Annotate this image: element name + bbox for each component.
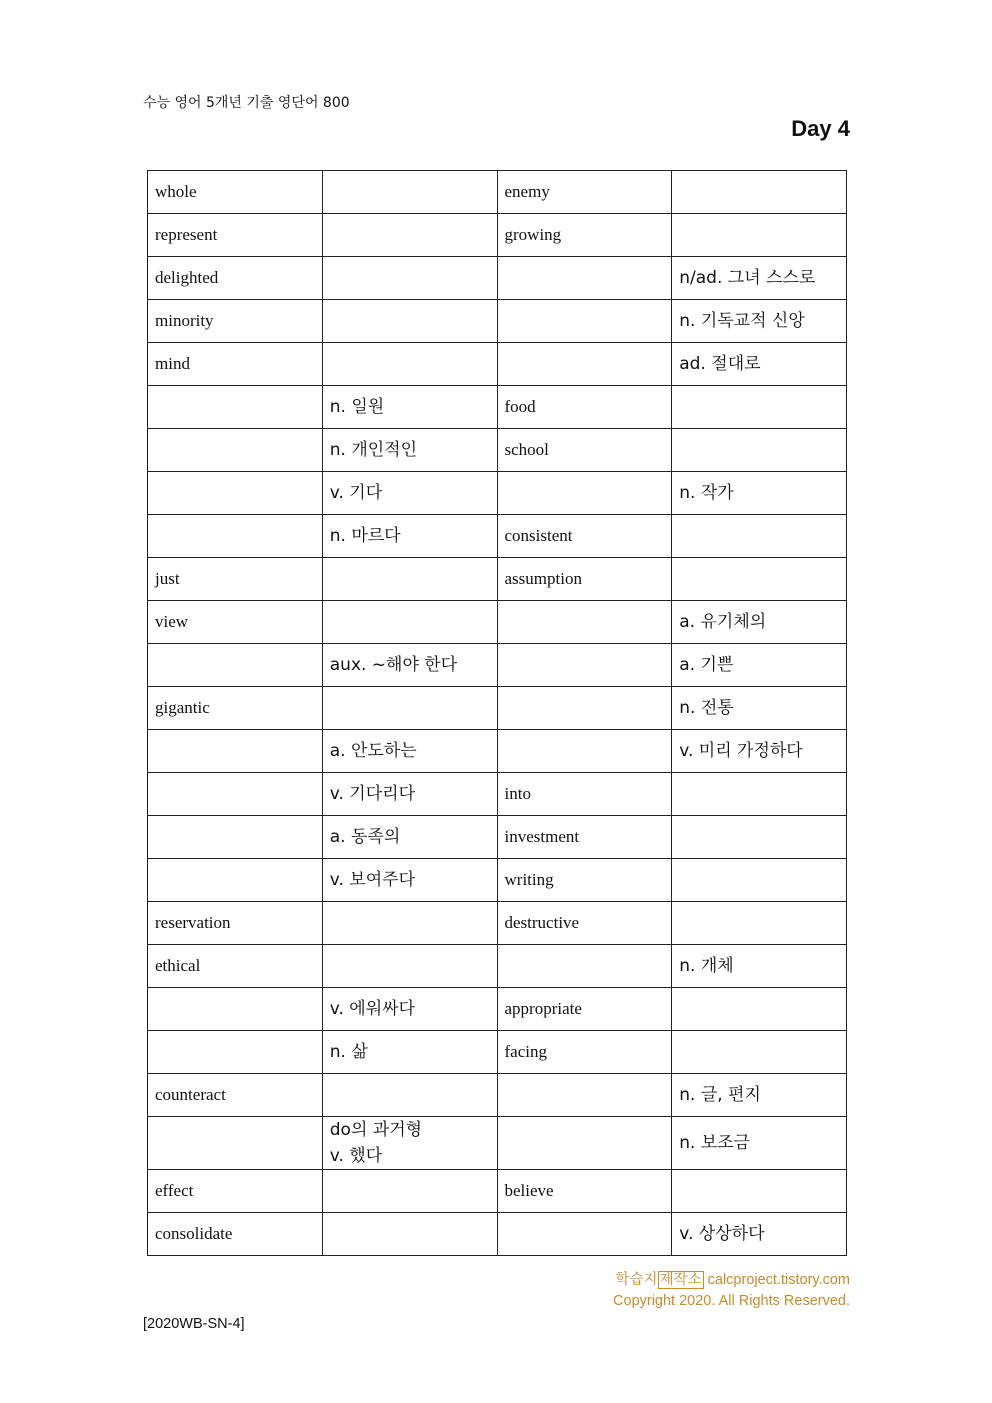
- english-word-cell: [497, 343, 672, 386]
- korean-meaning-cell: [672, 902, 847, 945]
- korean-meaning-cell: [672, 859, 847, 902]
- english-word-cell: [148, 429, 323, 472]
- english-word-cell: [497, 644, 672, 687]
- vocabulary-table: [147, 170, 847, 1256]
- english-word-cell: [148, 386, 323, 429]
- korean-meaning-cell: n. 전통: [672, 687, 847, 730]
- table-row: [148, 859, 847, 902]
- korean-meaning-cell: [322, 300, 497, 343]
- brand-prefix: 학습지: [615, 1272, 658, 1288]
- korean-meaning-cell: a. 기쁜: [672, 644, 847, 687]
- english-word-cell: [497, 601, 672, 644]
- english-word-cell: [497, 257, 672, 300]
- english-word-cell: [148, 1031, 323, 1074]
- korean-meaning-cell: n. 작가: [672, 472, 847, 515]
- english-word-cell: minority: [148, 300, 323, 343]
- english-word-cell: investment: [497, 816, 672, 859]
- table-row: [148, 730, 847, 773]
- english-word-cell: represent: [148, 214, 323, 257]
- korean-meaning-cell: [322, 214, 497, 257]
- table-row: [148, 1213, 847, 1256]
- english-word-cell: [497, 1074, 672, 1117]
- english-word-cell: enemy: [497, 171, 672, 214]
- english-word-cell: [148, 515, 323, 558]
- korean-meaning-cell: v. 에워싸다: [322, 988, 497, 1031]
- korean-meaning-cell: [322, 687, 497, 730]
- english-word-cell: [148, 859, 323, 902]
- korean-meaning-cell: [672, 558, 847, 601]
- english-word-cell: into: [497, 773, 672, 816]
- footer-brand: [616, 1268, 850, 1289]
- korean-meaning-cell: [322, 945, 497, 988]
- english-word-cell: [148, 472, 323, 515]
- english-word-cell: destructive: [497, 902, 672, 945]
- korean-meaning-cell: [322, 558, 497, 601]
- korean-meaning-cell: n. 삶: [322, 1031, 497, 1074]
- korean-meaning-cell: do의 과거형 v. 했다: [322, 1117, 497, 1170]
- site-link[interactable]: calcproject.tistory.com: [703, 1272, 850, 1288]
- korean-meaning-cell: [672, 1031, 847, 1074]
- korean-meaning-cell: n. 글, 편지: [672, 1074, 847, 1117]
- korean-meaning-cell: v. 미리 가정하다: [672, 730, 847, 773]
- korean-meaning-cell: a. 유기체의: [672, 601, 847, 644]
- english-word-cell: assumption: [497, 558, 672, 601]
- english-word-cell: [148, 1117, 323, 1170]
- english-word-cell: facing: [497, 1031, 672, 1074]
- copyright-notice: Copyright 2020. All Rights Reserved.: [613, 1293, 850, 1309]
- brand-boxed: 제작소: [659, 1272, 702, 1288]
- korean-meaning-cell: [672, 773, 847, 816]
- table-row: [148, 988, 847, 1031]
- korean-meaning-cell: v. 기다: [322, 472, 497, 515]
- korean-meaning-cell: [322, 601, 497, 644]
- table-row: [148, 300, 847, 343]
- english-word-cell: [497, 730, 672, 773]
- korean-meaning-cell: [672, 1170, 847, 1213]
- english-word-cell: gigantic: [148, 687, 323, 730]
- english-word-cell: just: [148, 558, 323, 601]
- korean-meaning-cell: n. 개인적인: [322, 429, 497, 472]
- table-row: [148, 472, 847, 515]
- korean-meaning-cell: aux. ~해야 한다: [322, 644, 497, 687]
- table-row: [148, 558, 847, 601]
- table-row: [148, 343, 847, 386]
- korean-meaning-cell: n. 마르다: [322, 515, 497, 558]
- korean-meaning-cell: [322, 1074, 497, 1117]
- korean-meaning-cell: n. 개체: [672, 945, 847, 988]
- english-word-cell: [497, 945, 672, 988]
- table-row: [148, 214, 847, 257]
- english-word-cell: ethical: [148, 945, 323, 988]
- english-word-cell: delighted: [148, 257, 323, 300]
- korean-meaning-cell: [322, 257, 497, 300]
- korean-meaning-cell: [322, 171, 497, 214]
- english-word-cell: school: [497, 429, 672, 472]
- korean-meaning-cell: [672, 429, 847, 472]
- table-row: [148, 257, 847, 300]
- korean-meaning-cell: [322, 902, 497, 945]
- english-word-cell: appropriate: [497, 988, 672, 1031]
- english-word-cell: [148, 773, 323, 816]
- table-row: [148, 773, 847, 816]
- korean-meaning-cell: ad. 절대로: [672, 343, 847, 386]
- english-word-cell: [497, 300, 672, 343]
- table-row: [148, 515, 847, 558]
- english-word-cell: [148, 988, 323, 1031]
- english-word-cell: [148, 816, 323, 859]
- english-word-cell: [497, 687, 672, 730]
- table-row: [148, 816, 847, 859]
- korean-meaning-cell: a. 동족의: [322, 816, 497, 859]
- english-word-cell: food: [497, 386, 672, 429]
- table-row: [148, 687, 847, 730]
- english-word-cell: consolidate: [148, 1213, 323, 1256]
- english-word-cell: believe: [497, 1170, 672, 1213]
- korean-meaning-cell: [672, 386, 847, 429]
- table-row: [148, 1117, 847, 1170]
- english-word-cell: writing: [497, 859, 672, 902]
- korean-meaning-cell: [672, 816, 847, 859]
- korean-meaning-cell: [672, 171, 847, 214]
- table-row: [148, 1074, 847, 1117]
- table-row: [148, 601, 847, 644]
- korean-meaning-cell: n. 일원: [322, 386, 497, 429]
- english-word-cell: view: [148, 601, 323, 644]
- korean-meaning-cell: [672, 515, 847, 558]
- table-row: [148, 386, 847, 429]
- korean-meaning-cell: v. 기다리다: [322, 773, 497, 816]
- korean-meaning-cell: [322, 1213, 497, 1256]
- korean-meaning-cell: n/ad. 그녀 스스로: [672, 257, 847, 300]
- table-row: [148, 171, 847, 214]
- table-row: [148, 429, 847, 472]
- korean-meaning-cell: n. 보조금: [672, 1117, 847, 1170]
- korean-meaning-cell: v. 보여주다: [322, 859, 497, 902]
- document-subtitle: 수능 영어 5개년 기출 영단어 800: [143, 95, 350, 111]
- document-code: [2020WB-SN-4]: [143, 1316, 245, 1332]
- korean-meaning-cell: a. 안도하는: [322, 730, 497, 773]
- table-row: [148, 945, 847, 988]
- english-word-cell: consistent: [497, 515, 672, 558]
- table-row: [148, 644, 847, 687]
- english-word-cell: effect: [148, 1170, 323, 1213]
- korean-meaning-cell: [672, 988, 847, 1031]
- english-word-cell: reservation: [148, 902, 323, 945]
- day-title: Day 4: [791, 116, 850, 141]
- english-word-cell: [497, 472, 672, 515]
- korean-meaning-cell: v. 상상하다: [672, 1213, 847, 1256]
- table-row: [148, 1031, 847, 1074]
- english-word-cell: whole: [148, 171, 323, 214]
- english-word-cell: growing: [497, 214, 672, 257]
- korean-meaning-cell: [322, 1170, 497, 1213]
- english-word-cell: [148, 644, 323, 687]
- table-row: [148, 902, 847, 945]
- korean-meaning-cell: n. 기독교적 신앙: [672, 300, 847, 343]
- english-word-cell: mind: [148, 343, 323, 386]
- english-word-cell: [497, 1213, 672, 1256]
- korean-meaning-cell: [322, 343, 497, 386]
- english-word-cell: [497, 1117, 672, 1170]
- english-word-cell: [148, 730, 323, 773]
- table-row: [148, 1170, 847, 1213]
- english-word-cell: counteract: [148, 1074, 323, 1117]
- korean-meaning-cell: [672, 214, 847, 257]
